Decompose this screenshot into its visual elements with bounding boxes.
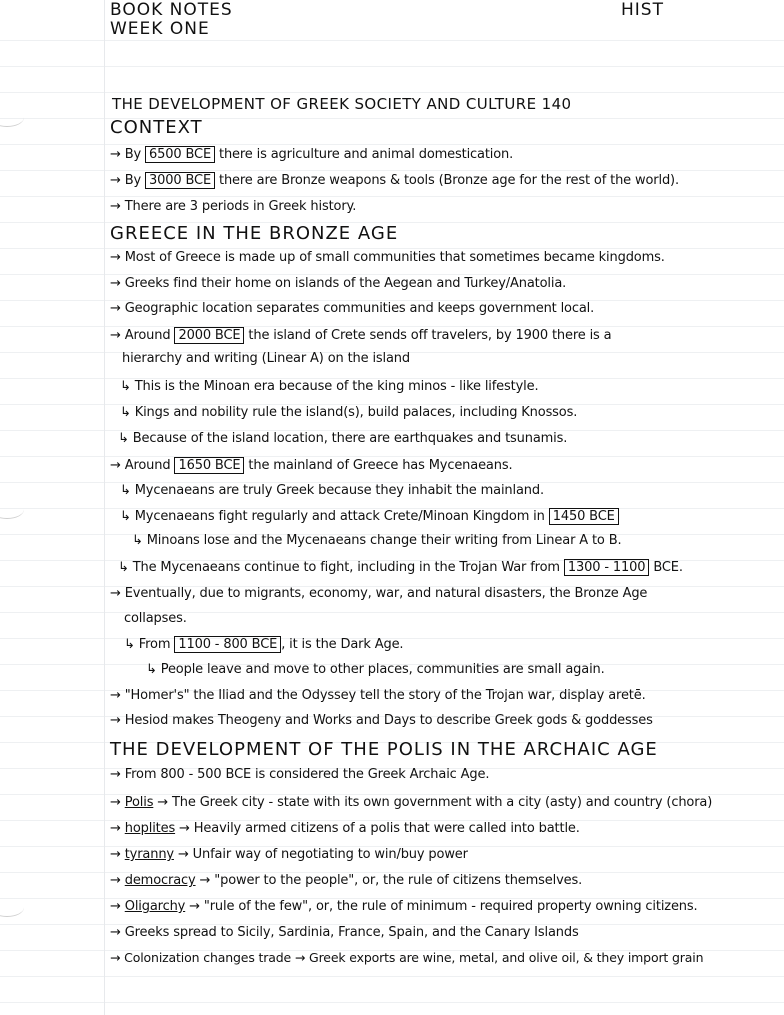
header-week: WEEK ONE — [110, 19, 210, 39]
term-polis: Polis — [124, 795, 154, 810]
term-democracy: democracy — [124, 873, 196, 888]
note-line — [120, 508, 619, 525]
note-line: → From 800 - 500 BCE is considered the Greek Archaic Age. — [110, 767, 490, 782]
note-line: → Hesiod makes Theogeny and Works and Days to describe Greek gods & goddesses — [110, 713, 653, 728]
date-box: 2000 BCE — [174, 327, 244, 344]
section-title-context: CONTEXT — [110, 117, 203, 138]
ruled-line — [0, 248, 784, 249]
ruled-line — [0, 612, 784, 613]
note-line: ↳ Minoans lose and the Mycenaeans change their writing from Linear A to B. — [132, 533, 622, 548]
header-book-notes: BOOK NOTES — [110, 0, 233, 20]
note-line: → Most of Greece is made up of small communities that sometimes became kingdoms. — [110, 250, 665, 265]
date-box: 1300 - 1100 — [564, 559, 649, 576]
note-text: → Around — [110, 458, 175, 473]
header-subject: HIST — [621, 0, 664, 20]
punch-hole — [0, 108, 24, 127]
note-text: → The Greek city - state with its own government with a city (asty) and country (chora) — [153, 795, 713, 810]
ruled-line — [0, 144, 784, 145]
course-title: THE DEVELOPMENT OF GREEK SOCIETY AND CULTURE 140 — [112, 95, 572, 113]
note-text: the island of Crete sends off travelers, by 1900 there is a — [244, 328, 612, 343]
note-line: → Greeks spread to Sicily, Sardinia, France, Spain, and the Canary Islands — [110, 925, 579, 940]
note-text: there are Bronze weapons & tools (Bronze age for the rest of the world). — [215, 173, 679, 188]
note-line — [110, 172, 679, 189]
ruled-line — [0, 92, 784, 93]
term-oligarchy: Oligarchy — [124, 899, 186, 914]
note-line — [110, 457, 512, 474]
note-text: ↳ The Mycenaeans continue to fight, including in the Trojan War from — [118, 560, 564, 575]
note-text: , it is the Dark Age. — [281, 637, 404, 652]
note-text: → "rule of the few", or, the rule of minimum - required property owning citizens. — [185, 899, 698, 914]
note-text: → By — [110, 147, 146, 162]
date-box: 1650 BCE — [174, 457, 244, 474]
ruled-line — [0, 1002, 784, 1003]
note-line: → Colonization changes trade → Greek exports are wine, metal, and olive oil, & they import grain — [110, 950, 704, 965]
note-text: ↳ Mycenaeans fight regularly and attack Crete/Minoan Kingdom in — [120, 509, 549, 524]
punch-hole — [0, 898, 24, 917]
ruled-line — [0, 66, 784, 67]
note-text: → "power to the people", or, the rule of citizens themselves. — [195, 873, 583, 888]
note-text: → Unfair way of negotiating to win/buy power — [173, 847, 468, 862]
ruled-line — [0, 274, 784, 275]
note-line — [110, 146, 513, 163]
note-line: ↳ People leave and move to other places, communities are small again. — [146, 662, 605, 677]
section-title-polis: THE DEVELOPMENT OF THE POLIS IN THE ARCHAIC AGE — [110, 739, 658, 760]
term-tyranny: tyranny — [124, 847, 174, 862]
ruled-line — [0, 170, 784, 171]
margin-line — [104, 0, 105, 1015]
note-text: BCE. — [649, 560, 683, 575]
note-line: ↳ Mycenaeans are truly Greek because they inhabit the mainland. — [120, 483, 544, 498]
note-text: → Around — [110, 328, 175, 343]
note-line: collapses. — [124, 611, 187, 626]
note-line: → Eventually, due to migrants, economy, war, and natural disasters, the Bronze Age — [110, 586, 648, 601]
note-line: → Polis → The Greek city - state with its own government with a city (asty) and country (chora) — [110, 795, 713, 810]
note-line — [118, 559, 683, 576]
note-line: → "Homer's" the Iliad and the Odyssey tell the story of the Trojan war, display aretē. — [110, 688, 646, 703]
date-box: 3000 BCE — [145, 172, 215, 189]
section-title-bronze-age: GREECE IN THE BRONZE AGE — [110, 223, 399, 244]
note-text: ↳ From — [124, 637, 175, 652]
note-text: → By — [110, 173, 146, 188]
note-line — [124, 636, 403, 653]
note-line: ↳ Because of the island location, there are earthquakes and tsunamis. — [118, 431, 568, 446]
ruled-line — [0, 976, 784, 977]
note-text: the mainland of Greece has Mycenaeans. — [244, 458, 513, 473]
note-line: → There are 3 periods in Greek history. — [110, 199, 357, 214]
note-text: there is agriculture and animal domestication. — [215, 147, 514, 162]
term-hoplites: hoplites — [124, 821, 176, 836]
date-box: 6500 BCE — [145, 146, 215, 163]
note-line: → Oligarchy → "rule of the few", or, the rule of minimum - required property owning citizens. — [110, 899, 698, 914]
note-line — [110, 327, 611, 344]
note-line: ↳ This is the Minoan era because of the king minos - like lifestyle. — [120, 379, 539, 394]
note-text: → Heavily armed citizens of a polis that were called into battle. — [175, 821, 580, 836]
date-box: 1450 BCE — [549, 508, 619, 525]
note-line: hierarchy and writing (Linear A) on the island — [122, 351, 410, 366]
note-line: ↳ Kings and nobility rule the island(s), build palaces, including Knossos. — [120, 405, 578, 420]
note-line: → democracy → "power to the people", or, the rule of citizens themselves. — [110, 873, 583, 888]
punch-hole — [0, 500, 24, 519]
note-line: → Greeks find their home on islands of the Aegean and Turkey/Anatolia. — [110, 276, 567, 291]
date-box: 1100 - 800 BCE — [174, 636, 281, 653]
ruled-line — [0, 40, 784, 41]
ruled-line — [0, 196, 784, 197]
note-line: → hoplites → Heavily armed citizens of a polis that were called into battle. — [110, 821, 580, 836]
note-line: → Geographic location separates communities and keeps government local. — [110, 301, 595, 316]
note-line: → tyranny → Unfair way of negotiating to win/buy power — [110, 847, 468, 862]
